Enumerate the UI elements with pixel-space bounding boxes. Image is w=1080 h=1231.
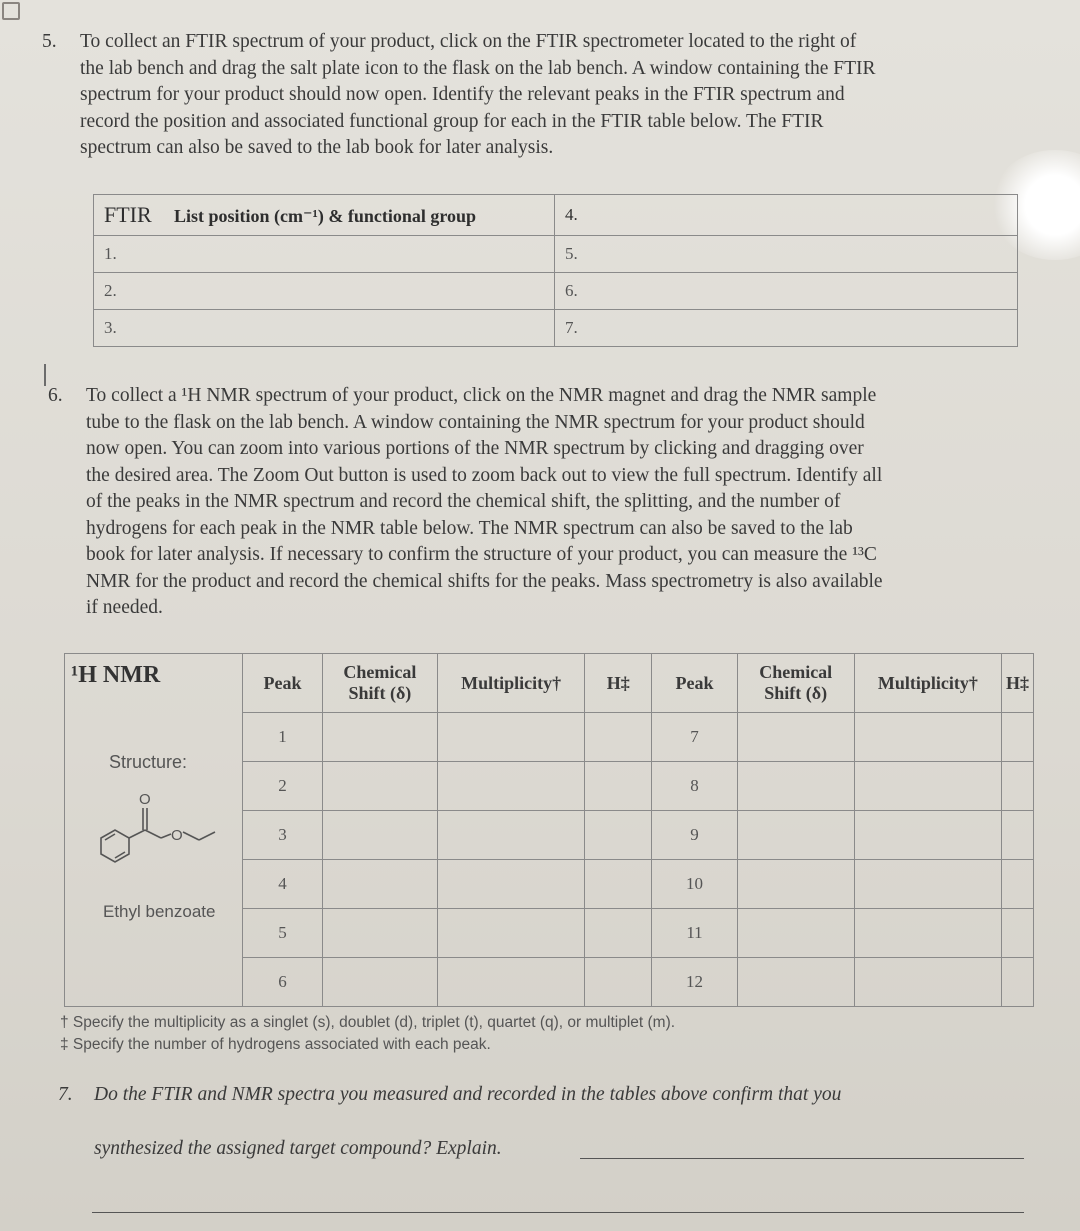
hydrogens-cell[interactable] [1001, 762, 1033, 811]
question-5-line: the lab bench and drag the salt plate icon to the flask on the lab bench. A window containing the FTIR [80, 57, 876, 79]
structure-label: Structure: [109, 752, 188, 772]
multiplicity-cell[interactable] [854, 762, 1001, 811]
shift-cell[interactable] [322, 958, 437, 1007]
question-5-line: spectrum can also be saved to the lab book for later analysis. [80, 137, 554, 158]
multiplicity-cell[interactable] [438, 811, 585, 860]
ftir-entry-1[interactable]: 1. [94, 236, 555, 273]
peak-number: 7 [652, 713, 737, 762]
question-7-line1: Do the FTIR and NMR spectra you measured and recorded in the tables above confirm that you [94, 1084, 842, 1105]
multiplicity-cell[interactable] [854, 811, 1001, 860]
page-corner-icon [2, 2, 20, 20]
header-chemical-shift-line1: Chemical [759, 662, 833, 682]
multiplicity-cell[interactable] [854, 909, 1001, 958]
ftir-table [93, 194, 1018, 347]
peak-number: 2 [243, 762, 322, 811]
header-multiplicity: Multiplicity† [854, 654, 1001, 713]
hydrogens-cell[interactable] [585, 713, 652, 762]
question-6-line: of the peaks in the NMR spectrum and record the chemical shift, the splitting, and the number of [86, 491, 841, 512]
shift-cell[interactable] [737, 860, 854, 909]
question-7-number: 7. [58, 1084, 73, 1105]
hydrogens-cell[interactable] [1001, 713, 1033, 762]
peak-number: 4 [243, 860, 322, 909]
question-6-line: now open. You can zoom into various portions of the NMR spectrum by clicking and dragging over [86, 438, 864, 459]
question-7-text [94, 1082, 841, 1162]
table-row [94, 236, 1018, 273]
question-6-line: tube to the flask on the lab bench. A window containing the NMR spectrum for your product should [86, 411, 865, 433]
multiplicity-cell[interactable] [438, 958, 585, 1007]
question-6-text [86, 383, 883, 622]
hydrogens-cell[interactable] [585, 958, 652, 1007]
header-chemical-shift-line2: Shift (δ) [764, 683, 828, 703]
multiplicity-cell[interactable] [438, 909, 585, 958]
ftir-entry-7[interactable]: 7. [555, 310, 1018, 347]
multiplicity-cell[interactable] [438, 713, 585, 762]
footnote-hydrogens: ‡ Specify the number of hydrogens associated with each peak. [60, 1036, 491, 1053]
shift-cell[interactable] [737, 811, 854, 860]
footnote-multiplicity: † Specify the multiplicity as a singlet (s), doublet (d), triplet (t), quartet (q), or multiplet (m). [60, 1014, 676, 1031]
shift-cell[interactable] [322, 860, 437, 909]
question-5-number: 5. [42, 31, 57, 52]
shift-cell[interactable] [737, 958, 854, 1007]
shift-cell[interactable] [737, 762, 854, 811]
multiplicity-cell[interactable] [438, 762, 585, 811]
peak-number: 11 [652, 909, 737, 958]
ethyl-benzoate-structure-icon [95, 788, 245, 868]
header-hydrogens: H‡ [1001, 654, 1033, 713]
peak-number: 3 [243, 811, 322, 860]
table-row [94, 310, 1018, 347]
hydrogens-cell[interactable] [585, 811, 652, 860]
hydrogens-cell[interactable] [585, 909, 652, 958]
header-chemical-shift [322, 654, 437, 713]
shift-cell[interactable] [322, 811, 437, 860]
peak-number: 12 [652, 958, 737, 1007]
nmr-structure-panel [65, 654, 243, 1007]
question-5-text [80, 29, 876, 162]
header-chemical-shift-line2: Shift (δ) [348, 683, 412, 703]
table-row [94, 273, 1018, 310]
nmr-title: ¹H NMR [71, 662, 161, 688]
shift-cell[interactable] [737, 909, 854, 958]
ftir-entry-3[interactable]: 3. [94, 310, 555, 347]
hydrogens-cell[interactable] [585, 762, 652, 811]
svg-text:O: O [139, 791, 151, 808]
shift-cell[interactable] [322, 762, 437, 811]
answer-line[interactable] [580, 1158, 1024, 1159]
ftir-entry-4[interactable]: 4. [555, 195, 1018, 236]
question-5-line: To collect an FTIR spectrum of your product, click on the FTIR spectrometer located to the right of [80, 31, 857, 52]
peak-number: 10 [652, 860, 737, 909]
peak-number: 6 [243, 958, 322, 1007]
ftir-header-label: List position (cm⁻¹) & functional group [173, 206, 477, 226]
question-5-line: record the position and associated functional group for each in the FTIR table below. The FTIR [80, 110, 824, 132]
question-6-number: 6. [48, 385, 63, 406]
ftir-header-row [94, 195, 1018, 236]
nmr-table [64, 653, 1034, 1007]
header-peak: Peak [652, 654, 737, 713]
question-6-line: book for later analysis. If necessary to confirm the structure of your product, you can measure the ¹³C [86, 544, 877, 565]
question-6-line: NMR for the product and record the chemical shifts for the peaks. Mass spectrometry is also available [86, 570, 883, 592]
multiplicity-cell[interactable] [854, 713, 1001, 762]
hydrogens-cell[interactable] [1001, 958, 1033, 1007]
shift-cell[interactable] [322, 909, 437, 958]
header-hydrogens: H‡ [585, 654, 652, 713]
ftir-entry-6[interactable]: 6. [555, 273, 1018, 310]
ftir-entry-2[interactable]: 2. [94, 273, 555, 310]
header-multiplicity: Multiplicity† [438, 654, 585, 713]
ftir-entry-5[interactable]: 5. [555, 236, 1018, 273]
peak-number: 5 [243, 909, 322, 958]
peak-number: 9 [652, 811, 737, 860]
hydrogens-cell[interactable] [1001, 860, 1033, 909]
hydrogens-cell[interactable] [585, 860, 652, 909]
question-6-line: the desired area. The Zoom Out button is used to zoom back out to view the full spectrum. Identify all [86, 464, 883, 486]
header-chemical-shift-line1: Chemical [343, 662, 417, 682]
multiplicity-cell[interactable] [854, 860, 1001, 909]
question-7-line2: synthesized the assigned target compound? Explain. [94, 1137, 502, 1159]
header-chemical-shift [737, 654, 854, 713]
shift-cell[interactable] [737, 713, 854, 762]
header-peak: Peak [243, 654, 322, 713]
ftir-title: FTIR [104, 202, 152, 227]
multiplicity-cell[interactable] [854, 958, 1001, 1007]
hydrogens-cell[interactable] [1001, 909, 1033, 958]
peak-number: 1 [243, 713, 322, 762]
question-6-line: if needed. [86, 597, 163, 618]
question-6-line: hydrogens for each peak in the NMR table below. The NMR spectrum can also be saved to the lab [86, 517, 853, 539]
compound-name: Ethyl benzoate [103, 902, 216, 921]
ftir-header-cell [94, 195, 555, 236]
hydrogens-cell[interactable] [1001, 811, 1033, 860]
question-5-line: spectrum for your product should now open. Identify the relevant peaks in the FTIR spectrum and [80, 84, 845, 105]
svg-text:O: O [171, 827, 183, 844]
answer-line[interactable] [92, 1212, 1024, 1213]
nmr-header-row [65, 654, 1034, 713]
margin-mark [44, 364, 46, 386]
question-6-line: To collect a ¹H NMR spectrum of your product, click on the NMR magnet and drag the NMR sample [86, 385, 877, 406]
shift-cell[interactable] [322, 713, 437, 762]
peak-number: 8 [652, 762, 737, 811]
multiplicity-cell[interactable] [438, 860, 585, 909]
